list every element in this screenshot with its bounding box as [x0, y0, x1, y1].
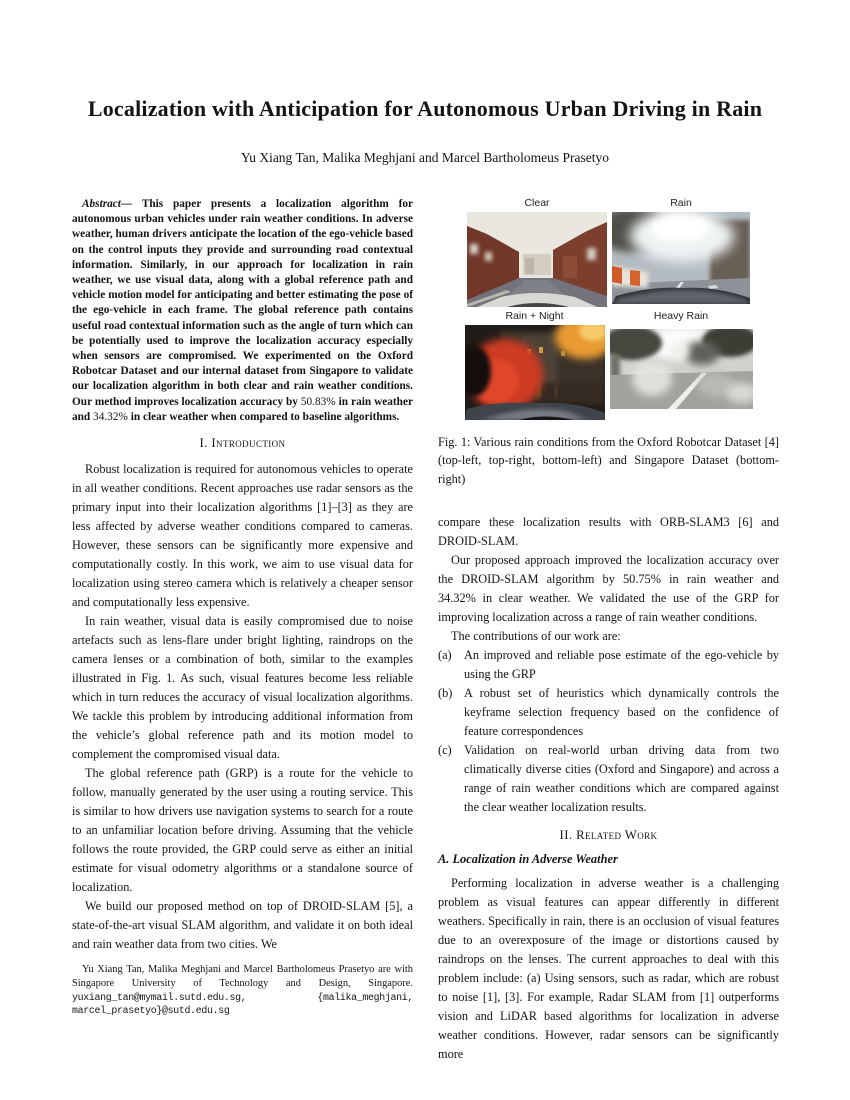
contribution-text-b: A robust set of heuristics which dynamically controls the keyframe selection frequency based on the confidence of feature correspondences — [464, 686, 779, 739]
contribution-label-b: (b) — [438, 686, 453, 701]
abstract-text-1: This paper presents a localization algorithm for autonomous urban vehicles under rain weather conditions. In adverse weather, human drivers anticipate the location of the ego-vehicle based on the control inputs they provide and surrounding road contextual information. Similarly, in our approach for localization in rain weather, we use visual data, along with a global reference path and vehicle motion model for anticipating and better estimating the pose of the ego-vehicle in each frame. The global reference path contains useful road contextual information such as the angle of turn which can be potentially used to improve the localization accuracy especially when sensors are compromised. We experimented on the Oxford Robotcar Dataset and our internal dataset from Singapore to validate our localization algorithm in both clear and rain weather conditions. Our method improves localization accuracy by — [72, 198, 413, 408]
figure1-caption: Fig. 1: Various rain conditions from the Oxford Robotcar Dataset [4] (top-left, top-right, bottom-left) and Singapore Dataset (bottom-right) — [438, 435, 779, 486]
right-column — [438, 197, 779, 1064]
rain-photo — [612, 212, 750, 304]
footnote-separator — [246, 992, 317, 1003]
contribution-item-a — [438, 646, 779, 684]
related-work-paragraph-1: Performing localization in adverse weather is a challenging problem as visual features can appear differently in different weathers. Specifically in rain, there is an occlusion of visual features due to an overexposure of the image or distortions caused by raindrops on the lenses. The current approaches to deal with this problem include: (a) Using sensors, such as radar, which are robust to noise [1], [3]. For example, Radar SLAM from [1] outperforms vision and LiDAR based algorithms for localization in adverse weather conditions. However, radar sensors can be significantly more — [438, 876, 779, 1062]
intro-paragraph-4: We build our proposed method on top of DROID-SLAM [5], a state-of-the-art visual SLAM algorithm, and validate it on both ideal and rain weather data from two cities. We — [72, 899, 413, 952]
section-heading-introduction: I. Introduction — [199, 436, 286, 451]
figure1-label-rain-night: Rain + Night — [505, 310, 564, 322]
abstract-clear-percent: 34.32% — [93, 410, 128, 423]
figure1-cell-heavy-rain — [610, 310, 753, 420]
figure1-label-heavy-rain: Heavy Rain — [653, 310, 709, 322]
right-paragraph-contributions-intro: The contributions of our work are: — [451, 629, 621, 644]
figure1-cell-rain — [612, 197, 750, 307]
subsection-heading-adverse-weather: A. Localization in Adverse Weather — [438, 852, 618, 867]
clear-weather-photo — [467, 212, 607, 307]
abstract-text-2: in rain weather and — [72, 395, 413, 423]
section-heading-related-work: II. Related Work — [559, 828, 658, 843]
figure1 — [438, 197, 779, 488]
contribution-label-a: (a) — [438, 648, 452, 663]
footnote-email-2: {malika_meghjani, marcel_prasetyo}@sutd.edu.sg — [72, 991, 413, 1017]
figure1-cell-clear — [467, 197, 607, 307]
contribution-item-b — [438, 684, 779, 741]
figure1-row-2 — [438, 310, 779, 420]
figure1-label-rain: Rain — [670, 197, 692, 209]
abstract-text-3: in clear weather when compared to baseline algorithms. — [127, 410, 400, 423]
right-paragraph-results: Our proposed approach improved the localization accuracy over the DROID-SLAM algorithm by 50.75% in rain weather and 34.32% in clear weather. We validated the use of the GRP for improving localization across a range of rain weather conditions. — [438, 553, 779, 625]
abstract-rain-percent: 50.83% — [300, 395, 336, 408]
intro-paragraph-2: In rain weather, visual data is easily compromised due to noise artefacts such as lens-flare under bright lighting, raindrops on the camera lenses or a combination of both, similar to the examples illustrated in Fig. 1. As such, visual features become less reliable which in turn reduces the accuracy of visual localization algorithms. We tackle this problem by introducing additional information from the vehicle’s global reference path and its motion model to complement the compromised visual data. — [72, 614, 413, 762]
intro-paragraph-3: The global reference path (GRP) is a route for the vehicle to follow, manually generated by the user using a routing service. This is similar to how drivers use navigation systems to search for a route to an unfamiliar location before driving. Assuming that the vehicle follows the route provided, the GRP could serve as either an initial estimate for visual odometry algorithms or a standalone source of localization. — [72, 766, 413, 895]
heavy-rain-photo — [610, 329, 753, 409]
paper-title: Localization with Anticipation for Autonomous Urban Driving in Rain — [87, 96, 763, 121]
contribution-item-c — [438, 741, 779, 817]
contribution-text-a: An improved and reliable pose estimate of the ego-vehicle by using the GRP — [464, 648, 779, 682]
left-column — [72, 197, 413, 954]
footnote-text: Yu Xiang Tan, Malika Meghjani and Marcel Bartholomeus Prasetyo are with Singapore University of Technology and Design, Singapore. — [72, 964, 413, 989]
rain-night-photo — [465, 325, 605, 420]
contribution-text-c: Validation on real-world urban driving data from two climatically diverse cities (Oxford and Singapore) and across a range of rain weather conditions which are compared against the clear weather localization results. — [464, 743, 779, 815]
contribution-label-c: (c) — [438, 743, 452, 758]
figure1-row-1 — [438, 197, 779, 307]
abstract-paragraph — [72, 197, 413, 425]
paper-authors: Yu Xiang Tan, Malika Meghjani and Marcel Bartholomeus Prasetyo — [240, 150, 610, 165]
figure1-cell-rain-night — [465, 310, 605, 420]
right-paragraph-continuation: compare these localization results with ORB-SLAM3 [6] and DROID-SLAM. — [438, 515, 779, 549]
footnote-email-1: yuxiang_tan@mymail.sutd.edu.sg, — [72, 991, 247, 1003]
figure1-label-clear: Clear — [524, 197, 550, 209]
author-footnote — [72, 963, 413, 1018]
abstract-lead: Abstract— — [82, 198, 133, 210]
intro-paragraph-1: Robust localization is required for autonomous vehicles to operate in all weather conditions. Recent approaches use radar sensors as the primary input into their localization algorithms [1]–[3] as they are less affected by adverse weather conditions compared to cameras. However, these sensors can be significantly more expensive and computationally costly. In this work, we aim to use visual data for localization using stereo camera which is relatively a cheaper sensor and computationally less expensive. — [72, 462, 413, 610]
